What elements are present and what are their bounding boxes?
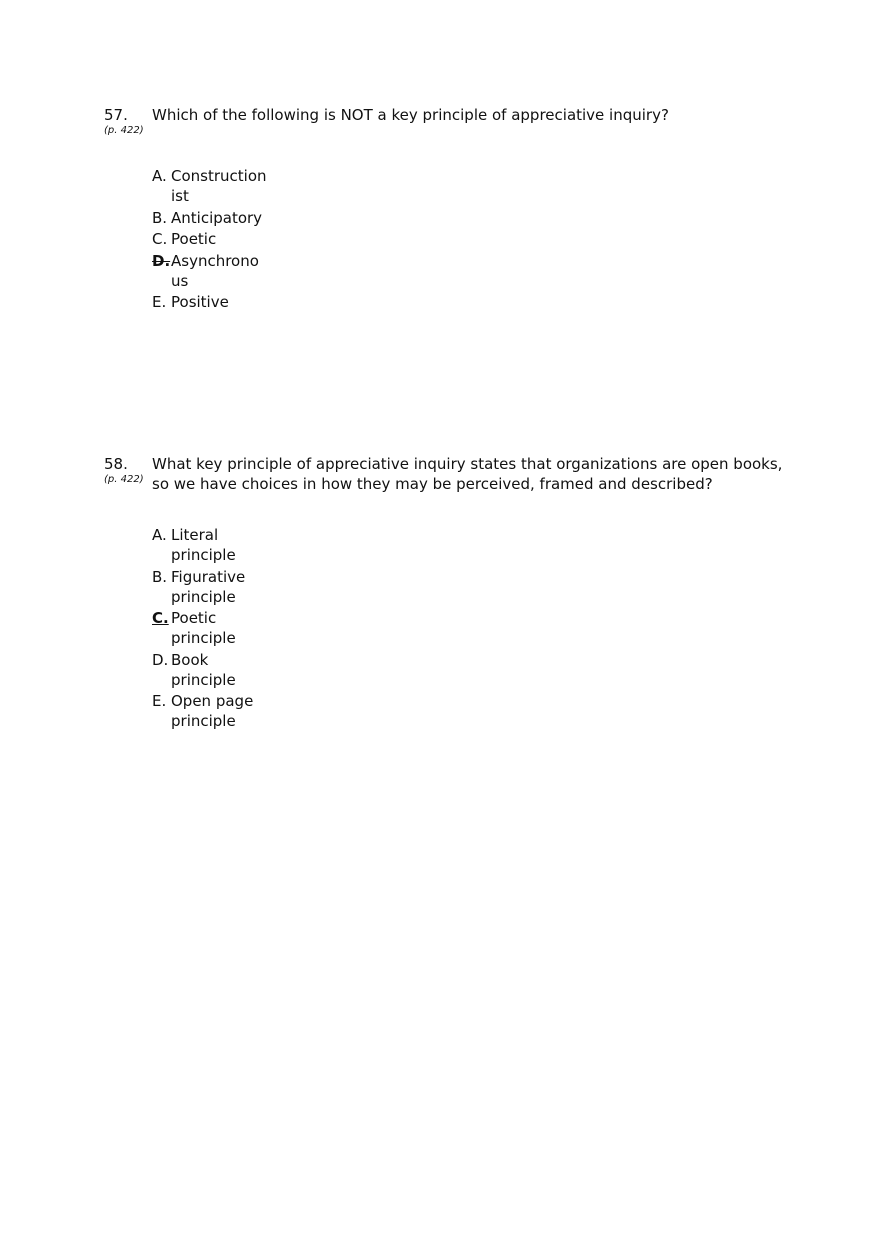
question-number: 58. — [104, 455, 128, 473]
option-letter: E. — [152, 692, 167, 710]
question-header — [104, 105, 784, 145]
option-letter: C. — [152, 230, 168, 248]
answer-options — [152, 166, 784, 312]
question-58 — [104, 454, 784, 733]
page-reference: (p. 422) — [104, 125, 144, 136]
option-b — [152, 208, 784, 228]
page-reference: (p. 422) — [104, 474, 144, 485]
option-e — [152, 691, 784, 731]
option-text: Book principle — [171, 650, 236, 689]
option-d — [152, 251, 784, 291]
question-text: What key principle of appreciative inquiry states that organizations are open books, so we have choices in how they may be perceived, framed and described? — [152, 455, 783, 493]
option-letter: A. — [152, 526, 167, 544]
option-letter: D. — [152, 650, 169, 669]
answer-options — [152, 525, 784, 731]
option-d — [152, 650, 784, 690]
option-text: Anticipatory — [171, 208, 263, 227]
option-letter: A. — [152, 167, 167, 185]
question-number: 57. — [104, 106, 128, 124]
option-text: Open page principle — [171, 692, 254, 730]
option-c — [152, 608, 784, 648]
option-letter: B. — [152, 567, 168, 586]
option-b — [152, 567, 784, 607]
option-text: Positive — [171, 293, 229, 311]
option-c — [152, 229, 784, 249]
option-text: Constructionist — [171, 167, 267, 205]
option-letter: E. — [152, 293, 167, 311]
option-e — [152, 292, 784, 312]
option-letter: B. — [152, 208, 168, 227]
option-a — [152, 525, 784, 565]
option-text: Literal principle — [171, 526, 236, 564]
question-header — [104, 454, 784, 494]
option-text: Poetic principle — [171, 609, 236, 647]
question-57 — [104, 105, 784, 314]
correct-option-letter: D. — [152, 251, 171, 270]
correct-option-letter: C. — [152, 609, 169, 627]
question-text: Which of the following is NOT a key principle of appreciative inquiry? — [152, 106, 669, 124]
option-a — [152, 166, 784, 206]
option-text: Asynchronous — [171, 251, 259, 290]
option-text: Figurative principle — [171, 567, 246, 606]
option-text: Poetic — [171, 230, 217, 248]
